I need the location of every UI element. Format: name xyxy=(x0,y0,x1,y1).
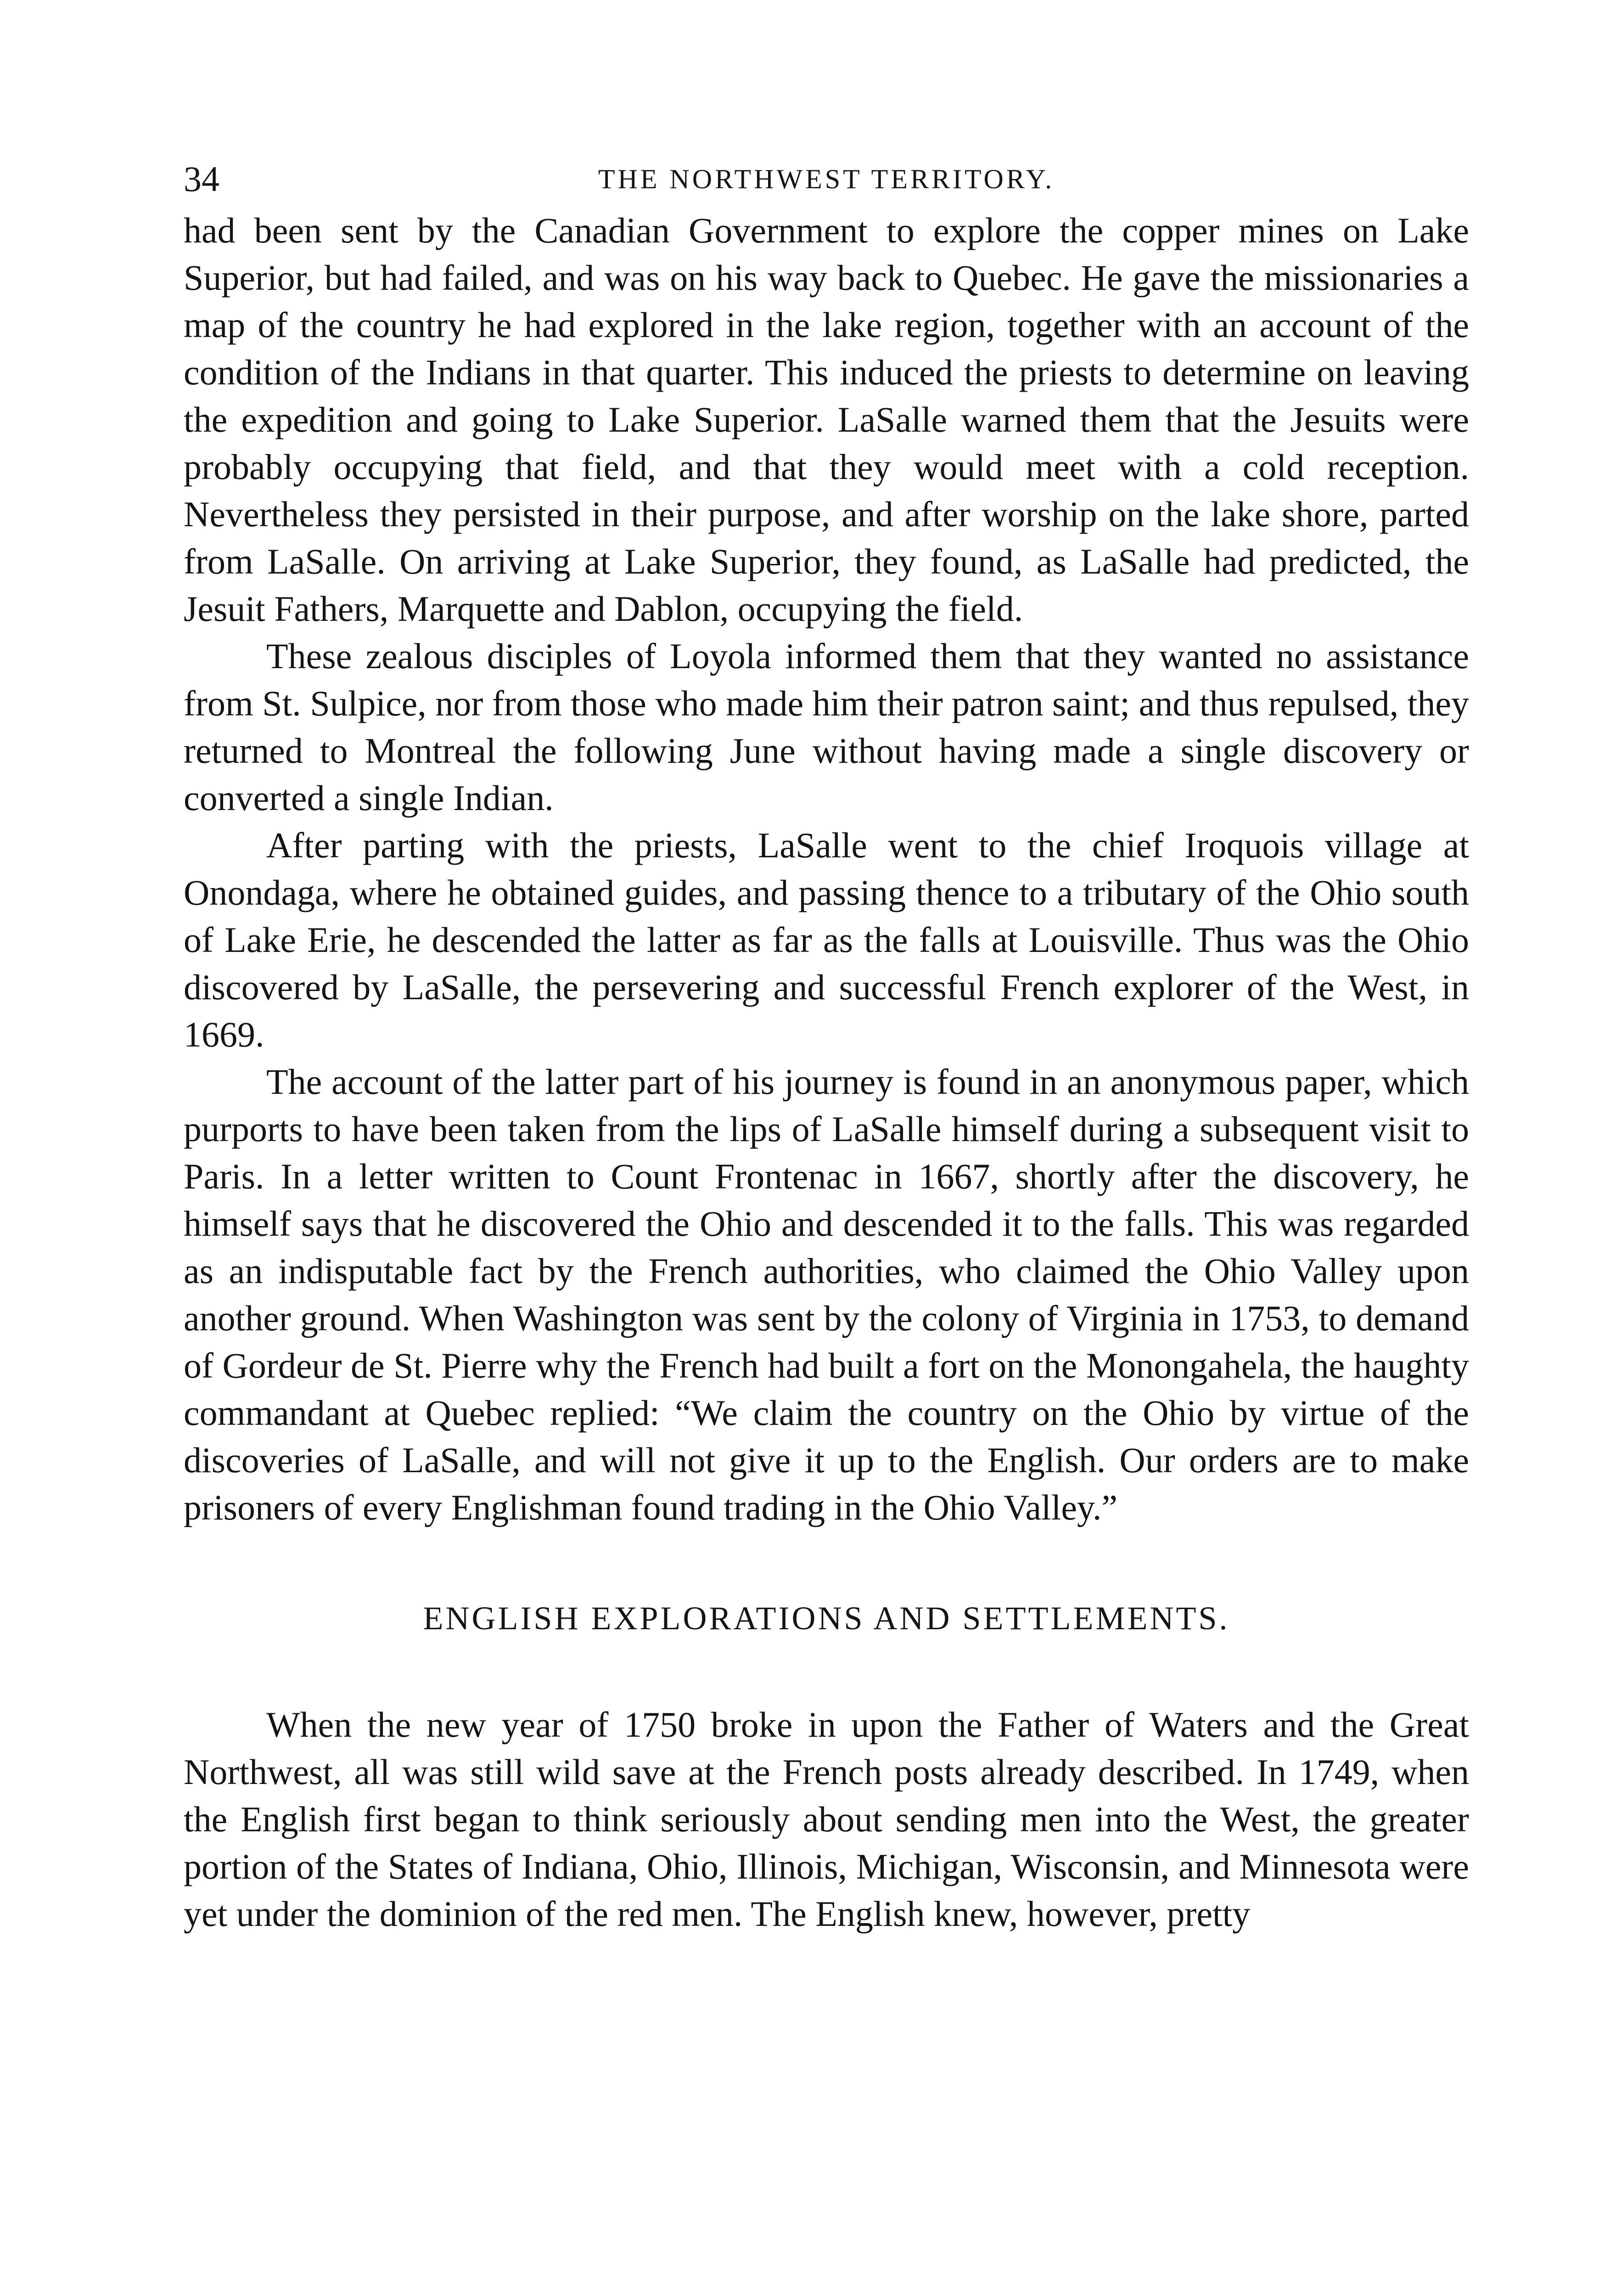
body-text-section xyxy=(184,1701,1469,1937)
paragraph-continuation: had been sent by the Canadian Government to explore the copper mines on Lake Superior, but had failed, and was on his way back to Quebec. He gave the missionaries a map of the country he had explored in the lake region, together with an account of the condition of the Indians in that quarter. This induced the priests to determine on leaving the expedition and going to Lake Superior. LaSalle warned them that the Jesuits were probably occupying that field, and that they would meet with a cold reception. Nevertheless they persisted in their purpose, and after worship on the lake shore, parted from LaSalle. On arriving at Lake Superior, they found, as LaSalle had predicted, the Jesuit Fathers, Marquette and Dablon, occupying the field. xyxy=(184,210,1469,629)
book-page xyxy=(184,156,1469,2296)
running-head xyxy=(184,156,1469,207)
paragraph: After parting with the priests, LaSalle went to the chief Iroquois village at Onondaga, where he obtained guides, and passing thence to a tributary of the Ohio south of Lake Erie, he descended the latter as far as the falls at Louisville. Thus was the Ohio discovered by LaSalle, the persevering and successful French explorer of the West, in 1669. xyxy=(184,825,1469,1054)
paragraph: These zealous disciples of Loyola informed them that they wanted no assistance from St. Sulpice, nor from those who made him their patron saint; and thus repulsed, they returned to Montreal the following June without having made a single discovery or converted a single Indian. xyxy=(184,636,1469,818)
running-title: THE NORTHWEST TERRITORY. xyxy=(598,164,1055,194)
body-text xyxy=(184,207,1469,1531)
page-number: 34 xyxy=(184,159,219,199)
section-heading: ENGLISH EXPLORATIONS AND SETTLEMENTS. xyxy=(423,1600,1230,1637)
paragraph: When the new year of 1750 broke in upon the Father of Waters and the Great Northwest, all was still wild save at the French posts already described. In 1749, when the English first began to think seriously about sending men into the West, the greater portion of the States of Indiana, Ohio, Illinois, Michigan, Wisconsin, and Minnesota were yet under the dominion of the red men. The English knew, however, pretty xyxy=(184,1705,1469,1934)
paragraph: The account of the latter part of his journey is found in an anonymous paper, which purports to have been taken from the lips of LaSalle himself during a subsequent visit to Paris. In a letter written to Count Frontenac in 1667, shortly after the discovery, he himself says that he discovered the Ohio and descended it to the falls. This was regarded as an indisputable fact by the French authorities, who claimed the Ohio Valley upon another ground. When Washington was sent by the colony of Virginia in 1753, to demand of Gordeur de St. Pierre why the French had built a fort on the Monongahela, the haughty commandant at Quebec replied: “We claim the country on the Ohio by virtue of the discoveries of LaSalle, and will not give it up to the English. Our orders are to make prisoners of every Englishman found trading in the Ohio Valley.” xyxy=(184,1062,1469,1527)
